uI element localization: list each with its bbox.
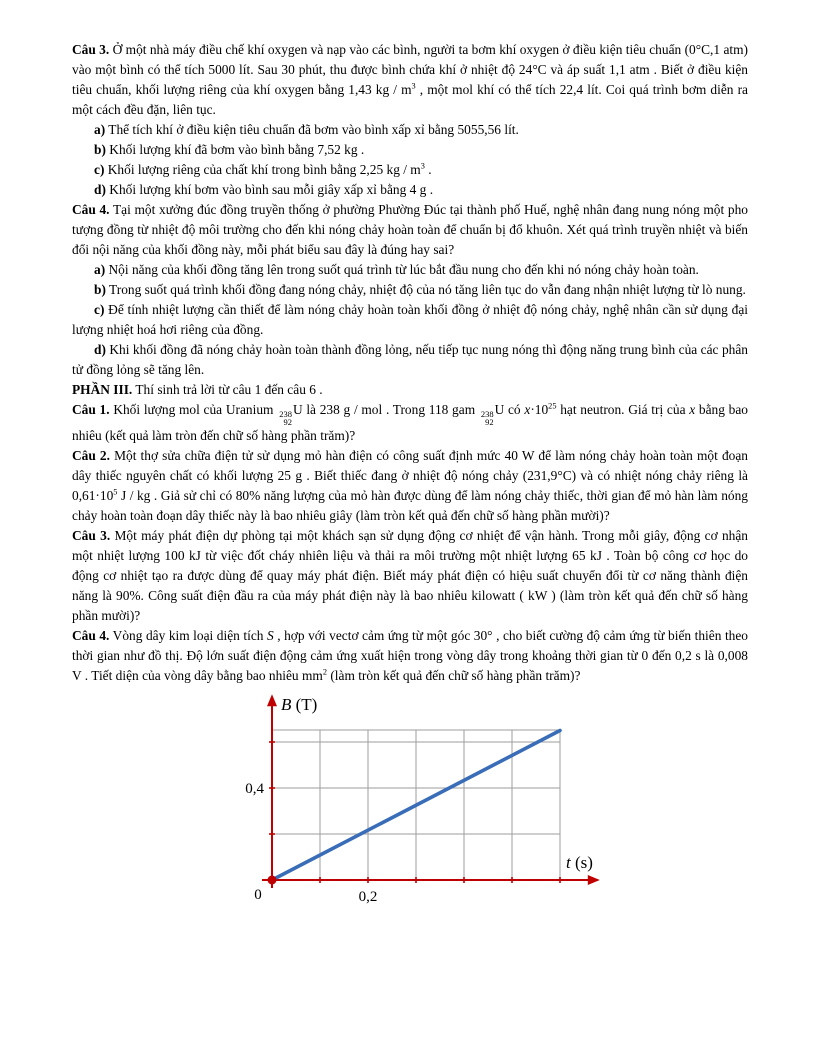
x-axis-arrow-icon <box>588 875 600 885</box>
p3-cau2: Câu 2. Một thợ sửa chữa điện tử sử dụng mỏ hàn điện có công suất định mức 40 W để làm nóng chảy hoàn toàn một đoạn dây thiếc nguyên chất có khối lượng 25 g . Biết thiếc đang ở nhiệt độ nóng chảy (231,9°C) và có nhiệt nóng chảy riêng là $0,61\cdot 10^5$ J / kg . Giả sử chỉ có 80% năng lượng của mỏ hàn được dùng để làm nóng chảy thiếc, thời gian để mỏ hàn làm nóng chảy hoàn toàn đoạn dây thiếc này là bao nhiêu giây (làm tròn kết quả đến chữ số hàng phần mười)? <box>72 448 748 523</box>
cau3-d: d) Khối lượng khí bơm vào bình sau mỗi giây xấp xỉ bằng 4 g . <box>94 182 434 197</box>
cau4-a: a) Nội năng của khối đồng tăng lên trong suốt quá trình từ lúc bắt đầu nung cho đến khi nó nóng chảy hoàn toàn. <box>94 262 699 277</box>
origin-label: 0 <box>254 887 262 903</box>
cau3-intro: Câu 3. Ở một nhà máy điều chế khí oxygen và nạp vào các bình, người ta bơm khí oxygen ở điều kiện tiêu chuẩn (0°C,1 atm) vào một bình có thể tích 5000 lít. Sau 30 phút, thu được bình chứa khí ở nhiệt độ 24°C và áp suất 1,1 atm . Biết ở điều kiện tiêu chuẩn, khối lượng riêng của khí oxygen bằng 1,43 kg / $m^3$ , một mol khí có thể tích 22,4 lít. Coi quá trình bơm diễn ra một cách đều đặn, liên tục. <box>72 42 748 117</box>
p3-cau3: Câu 3. Một máy phát điện dự phòng tại một khách sạn sử dụng động cơ nhiệt để vận hành. Trong mỗi giây, động cơ nhận một nhiệt lượng 100 kJ từ việc đốt cháy nhiên liệu và thải ra môi trường một nhiệt lượng 65 kJ . Toàn bộ công cơ học do động cơ nhiệt tạo ra được dùng để quay máy phát điện. Biết máy phát điện có hiệu suất chuyển đổi từ cơ năng thành điện năng là 90%. Công suất điện đầu ra của máy phát điện này là bao nhiêu kilowatt ( kW ) (làm tròn kết quả đến chữ số hàng phần mười)? <box>72 528 748 623</box>
cau4-c: c) Để tính nhiệt lượng cần thiết để làm nóng chảy hoàn toàn khối đồng ở nhiệt độ nóng chảy, nghệ nhân cần sử dụng đại lượng nhiệt hoá hơi riêng của đồng. <box>72 302 748 337</box>
isotope-mass-number-prefix: 238 92 <box>480 409 494 427</box>
y-tick-label: 0,4 <box>245 781 264 797</box>
cau3-b: b) Khối lượng khí đã bơm vào bình bằng 7,52 kg . <box>94 142 365 157</box>
cau3-c: c) Khối lượng riêng của chất khí trong bình bằng 2,25 kg / $m^3$ . <box>94 161 432 177</box>
chart-container <box>238 690 618 930</box>
cau4-b: b) Trong suốt quá trình khối đồng đang nóng chảy, nhiệt độ của nó tăng liên tục do vẫn đang nhận nhiệt lượng từ lò nung. <box>94 282 746 297</box>
p3-cau4: Câu 4. Vòng dây kim loại diện tích S , hợp với vectơ cảm ứng từ một góc 30° , cho biết cường độ cảm ứng từ biến thiên theo thời gian như đồ thị. Độ lớn suất điện động cảm ứng xuất hiện trong vòng dây trong khoảng thời gian từ 0 đến 0,2 s là 0,008 V . Tiết diện của vòng dây bằng bao nhiêu $mm^2$ (làm tròn kết quả đến chữ số hàng phần trăm)? <box>72 628 748 683</box>
x-axis-label: t (s) <box>566 853 593 872</box>
phan-iii-heading: PHẦN III. Thí sinh trả lời từ câu 1 đến câu 6 . <box>72 382 323 397</box>
p3-cau1: Câu 1. Khối lượng mol của Uranium 238 92 U là 238 g / mol . Trong 118 gam 238 92 U có $x\cdot 10^{25}$ hạt neutron. Giá trị của x bằng bao nhiêu (kết quả làm tròn đến chữ số hàng phần trăm)? <box>72 401 748 443</box>
b-t-graph <box>238 690 618 930</box>
y-axis-label: B (T) <box>281 695 318 715</box>
document-body <box>72 40 748 686</box>
isotope-mass-number-prefix: 238 92 <box>279 409 292 427</box>
cau4-intro: Câu 4. Tại một xưởng đúc đồng truyền thống ở phường Phường Đúc tại thành phố Huế, nghệ nhân đang nung nóng một pho tượng đồng từ nhiệt độ môi trường cho đến khi nóng chảy hoàn toàn để chuẩn bị đổ khuôn. Xét quá trình truyền nhiệt và biến đổi nội năng của khối đồng này, mỗi phát biểu sau đây là đúng hay sai? <box>72 202 748 257</box>
x-tick-label: 0,2 <box>358 889 378 905</box>
cau4-d: d) Khi khối đồng đã nóng chảy hoàn toàn thành đồng lỏng, nếu tiếp tục nung nóng thì động năng trung bình của các phân tử đồng lỏng sẽ tăng lên. <box>72 342 748 377</box>
cau3-a: a) Thể tích khí ở điều kiện tiêu chuẩn đã bơm vào bình xấp xỉ bằng 5055,56 lít. <box>94 122 519 137</box>
y-axis-arrow-icon <box>267 694 277 706</box>
origin-point <box>268 876 277 885</box>
